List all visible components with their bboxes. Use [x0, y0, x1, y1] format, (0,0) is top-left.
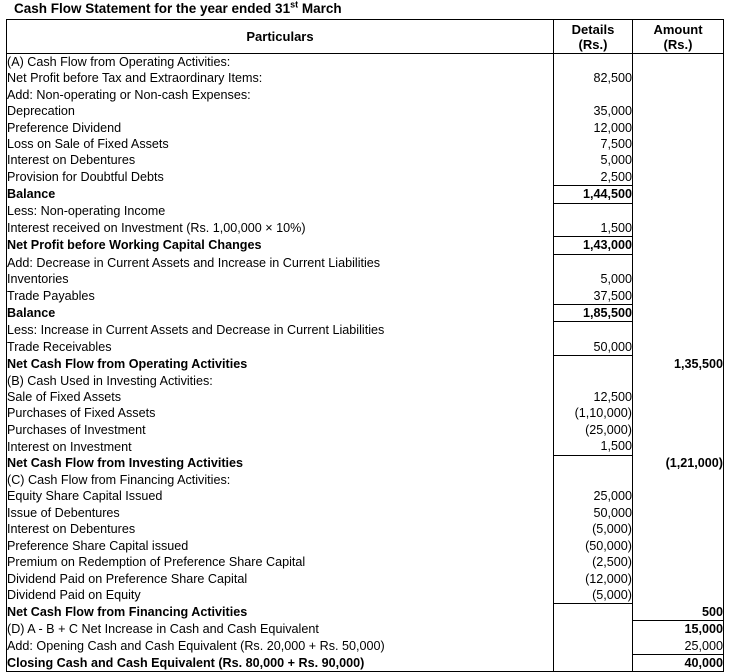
- row-details-value: [554, 621, 633, 638]
- row-amount-value: [633, 322, 724, 339]
- row-label: Premium on Redemption of Preference Share Capital: [7, 554, 554, 570]
- table-row: [7, 455, 724, 472]
- row-details-value: 7,500: [554, 136, 633, 152]
- row-amount-value: 500: [633, 604, 724, 621]
- row-details-value: 1,500: [554, 438, 633, 455]
- row-label: Closing Cash and Cash Equivalent (Rs. 80,000 + Rs. 90,000): [7, 655, 554, 672]
- table-row: [7, 339, 724, 356]
- row-label: Dividend Paid on Equity: [7, 587, 554, 604]
- row-amount-value: (1,21,000): [633, 455, 724, 472]
- row-details-value: (25,000): [554, 422, 633, 438]
- row-label: Less: Non-operating Income: [7, 203, 554, 220]
- row-details-value: 12,000: [554, 120, 633, 136]
- table-row: [7, 120, 724, 136]
- row-amount-value: [633, 120, 724, 136]
- table-row: [7, 54, 724, 71]
- row-details-value: 1,500: [554, 220, 633, 237]
- row-details-value: 50,000: [554, 339, 633, 356]
- cash-flow-table: [6, 19, 724, 672]
- row-details-value: (5,000): [554, 521, 633, 537]
- table-row: [7, 254, 724, 271]
- row-amount-value: [633, 339, 724, 356]
- row-label: Net Cash Flow from Investing Activities: [7, 455, 554, 472]
- row-amount-value: [633, 87, 724, 103]
- row-label: Dividend Paid on Preference Share Capital: [7, 571, 554, 587]
- row-details-value: 37,500: [554, 288, 633, 305]
- row-details-value: 1,43,000: [554, 237, 633, 254]
- row-label: Less: Increase in Current Assets and Decrease in Current Liabilities: [7, 322, 554, 339]
- row-amount-value: [633, 136, 724, 152]
- row-details-value: (1,10,000): [554, 405, 633, 421]
- row-label: Trade Receivables: [7, 339, 554, 356]
- row-amount-value: [633, 54, 724, 71]
- row-details-value: [554, 455, 633, 472]
- row-amount-value: [633, 472, 724, 488]
- table-row: [7, 87, 724, 103]
- row-details-value: [554, 604, 633, 621]
- row-details-value: [554, 373, 633, 389]
- column-header-particulars: Particulars: [7, 20, 554, 54]
- row-label: Trade Payables: [7, 288, 554, 305]
- row-details-value: 1,44,500: [554, 186, 633, 203]
- row-amount-value: [633, 587, 724, 604]
- table-row: [7, 237, 724, 254]
- table-row: [7, 271, 724, 287]
- row-details-value: 12,500: [554, 389, 633, 405]
- table-header: [7, 20, 724, 54]
- row-label: (B) Cash Used in Investing Activities:: [7, 373, 554, 389]
- row-details-value: [554, 322, 633, 339]
- row-amount-value: 25,000: [633, 638, 724, 655]
- row-amount-value: [633, 288, 724, 305]
- table-row: [7, 70, 724, 86]
- table-row: [7, 571, 724, 587]
- row-details-value: 5,000: [554, 152, 633, 168]
- row-amount-value: [633, 305, 724, 322]
- table-row: [7, 186, 724, 203]
- row-amount-value: [633, 103, 724, 119]
- row-label: (A) Cash Flow from Operating Activities:: [7, 54, 554, 71]
- row-label: Loss on Sale of Fixed Assets: [7, 136, 554, 152]
- table-body: [7, 54, 724, 672]
- row-label: Add: Opening Cash and Cash Equivalent (Rs. 20,000 + Rs. 50,000): [7, 638, 554, 655]
- row-details-value: 35,000: [554, 103, 633, 119]
- row-label: Add: Non-operating or Non-cash Expenses:: [7, 87, 554, 103]
- table-row: [7, 488, 724, 504]
- row-amount-value: 15,000: [633, 621, 724, 638]
- row-amount-value: [633, 405, 724, 421]
- table-row: [7, 169, 724, 186]
- row-details-value: [554, 87, 633, 103]
- row-amount-value: [633, 488, 724, 504]
- row-amount-value: [633, 254, 724, 271]
- table-row: [7, 422, 724, 438]
- column-header-amount: [633, 20, 724, 54]
- table-row: [7, 322, 724, 339]
- row-label: Sale of Fixed Assets: [7, 389, 554, 405]
- table-row: [7, 587, 724, 604]
- row-label: (C) Cash Flow from Financing Activities:: [7, 472, 554, 488]
- row-amount-value: [633, 271, 724, 287]
- table-row: [7, 604, 724, 621]
- row-amount-value: [633, 422, 724, 438]
- row-amount-value: [633, 220, 724, 237]
- column-header-details-line2: (Rs.): [578, 36, 608, 52]
- row-label: Purchases of Fixed Assets: [7, 405, 554, 421]
- table-header-row: [7, 20, 724, 54]
- row-label: Deprecation: [7, 103, 554, 119]
- row-amount-value: [633, 152, 724, 168]
- table-row: [7, 638, 724, 655]
- row-amount-value: [633, 169, 724, 186]
- row-label: Balance: [7, 305, 554, 322]
- row-amount-value: [633, 373, 724, 389]
- row-label: Net Profit before Tax and Extraordinary Items:: [7, 70, 554, 86]
- row-label: Net Cash Flow from Financing Activities: [7, 604, 554, 621]
- row-details-value: [554, 356, 633, 373]
- page-title: [6, 0, 723, 19]
- table-row: [7, 405, 724, 421]
- row-amount-value: [633, 237, 724, 254]
- row-label: Balance: [7, 186, 554, 203]
- column-header-details-line1: Details: [571, 21, 615, 37]
- table-row: [7, 538, 724, 554]
- table-row: [7, 554, 724, 570]
- row-amount-value: [633, 505, 724, 521]
- row-details-value: 25,000: [554, 488, 633, 504]
- row-amount-value: [633, 389, 724, 405]
- column-header-amount-line2: (Rs.): [663, 36, 693, 52]
- row-details-value: [554, 203, 633, 220]
- row-amount-value: [633, 186, 724, 203]
- table-row: [7, 103, 724, 119]
- page-title-suffix: March: [298, 1, 342, 16]
- row-label: Interest on Debentures: [7, 152, 554, 168]
- table-row: [7, 305, 724, 322]
- row-label: Provision for Doubtful Debts: [7, 169, 554, 186]
- row-details-value: [554, 254, 633, 271]
- table-row: [7, 356, 724, 373]
- row-label: Issue of Debentures: [7, 505, 554, 521]
- column-header-details: [554, 20, 633, 54]
- row-amount-value: [633, 203, 724, 220]
- table-row: [7, 438, 724, 455]
- row-amount-value: [633, 571, 724, 587]
- table-row: [7, 152, 724, 168]
- row-amount-value: [633, 70, 724, 86]
- row-label: Interest on Debentures: [7, 521, 554, 537]
- row-label: Purchases of Investment: [7, 422, 554, 438]
- table-row: [7, 373, 724, 389]
- table-row: [7, 472, 724, 488]
- row-details-value: (2,500): [554, 554, 633, 570]
- row-label: Preference Dividend: [7, 120, 554, 136]
- row-details-value: 2,500: [554, 169, 633, 186]
- row-label: Interest received on Investment (Rs. 1,00,000 × 10%): [7, 220, 554, 237]
- page-title-ordinal-suffix: st: [290, 0, 299, 10]
- row-details-value: (5,000): [554, 587, 633, 604]
- row-label: (D) A - B + C Net Increase in Cash and Cash Equivalent: [7, 621, 554, 638]
- row-details-value: (12,000): [554, 571, 633, 587]
- row-amount-value: 40,000: [633, 655, 724, 672]
- row-details-value: [554, 54, 633, 71]
- row-label: Net Profit before Working Capital Changes: [7, 237, 554, 254]
- row-details-value: 50,000: [554, 505, 633, 521]
- row-details-value: 1,85,500: [554, 305, 633, 322]
- row-details-value: [554, 472, 633, 488]
- row-details-value: (50,000): [554, 538, 633, 554]
- table-row: [7, 621, 724, 638]
- row-label: Equity Share Capital Issued: [7, 488, 554, 504]
- table-row: [7, 288, 724, 305]
- row-amount-value: 1,35,500: [633, 356, 724, 373]
- table-row: [7, 220, 724, 237]
- table-row: [7, 521, 724, 537]
- row-label: Inventories: [7, 271, 554, 287]
- table-row: [7, 136, 724, 152]
- row-label: Add: Decrease in Current Assets and Increase in Current Liabilities: [7, 254, 554, 271]
- row-amount-value: [633, 538, 724, 554]
- row-label: Interest on Investment: [7, 438, 554, 455]
- table-row: [7, 505, 724, 521]
- column-header-amount-line1: Amount: [653, 21, 703, 37]
- row-amount-value: [633, 438, 724, 455]
- row-amount-value: [633, 521, 724, 537]
- row-label: Net Cash Flow from Operating Activities: [7, 356, 554, 373]
- table-row: [7, 655, 724, 672]
- row-details-value: 5,000: [554, 271, 633, 287]
- row-label: Preference Share Capital issued: [7, 538, 554, 554]
- row-amount-value: [633, 554, 724, 570]
- table-row: [7, 389, 724, 405]
- row-details-value: 82,500: [554, 70, 633, 86]
- row-details-value: [554, 655, 633, 672]
- row-details-value: [554, 638, 633, 655]
- table-row: [7, 203, 724, 220]
- page-title-prefix: Cash Flow Statement for the year ended 31: [14, 1, 291, 16]
